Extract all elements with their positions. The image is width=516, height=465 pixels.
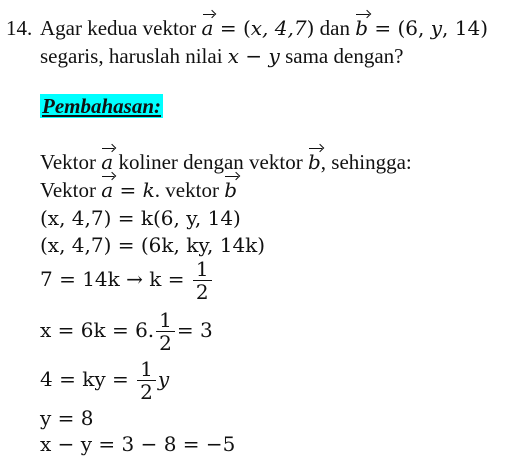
vector-a-symbol: a	[201, 16, 214, 40]
vector-b-symbol: b	[355, 16, 369, 40]
fraction-one-half: $\frac{1}{2}$	[137, 358, 156, 403]
vector-a-symbol: a	[101, 178, 114, 202]
solution-step-7: y = 8	[40, 406, 94, 430]
question-number: 14.	[6, 16, 33, 40]
vector-a-symbol: a	[101, 150, 114, 174]
solution-step-1: Vektor a = k. vektor b	[40, 178, 238, 202]
solution-heading: Pembahasan:	[42, 94, 162, 118]
vector-b-symbol: b	[307, 150, 321, 174]
solution-step-3: (x, 4,7) = (6k, ky, 14k)	[40, 233, 266, 257]
vector-b-symbol: b	[224, 178, 238, 202]
solution-step-6: 4 = ky = $\frac{1}{2}$ y	[40, 357, 170, 404]
question-line-2: segaris, haruslah nilai x − y sama dengan?	[40, 44, 404, 68]
fraction-one-half: $\frac{1}{2}$	[156, 309, 175, 354]
vector-b-definition: b = (6, y, 14)	[355, 16, 489, 40]
solution-step-5: x = 6k = 6. $\frac{1}{2}$ = 3	[40, 308, 213, 355]
question-text-pre: Agar kedua vektor	[40, 16, 197, 40]
question-text-dan: dan	[319, 16, 356, 40]
fraction-one-half: $\frac{1}{2}$	[193, 258, 212, 303]
vector-a-definition: a = (x, 4,7)	[201, 16, 315, 40]
solution-intro: Vektor a koliner dengan vektor b, sehingga:	[40, 150, 412, 174]
solution-step-4: 7 = 14k → k = $\frac{1}{2}$	[40, 258, 214, 303]
question-line-1	[40, 16, 488, 40]
solution-step-8: x − y = 3 − 8 = −5	[40, 432, 236, 456]
solution-step-2: (x, 4,7) = k(6, y, 14)	[40, 206, 241, 230]
